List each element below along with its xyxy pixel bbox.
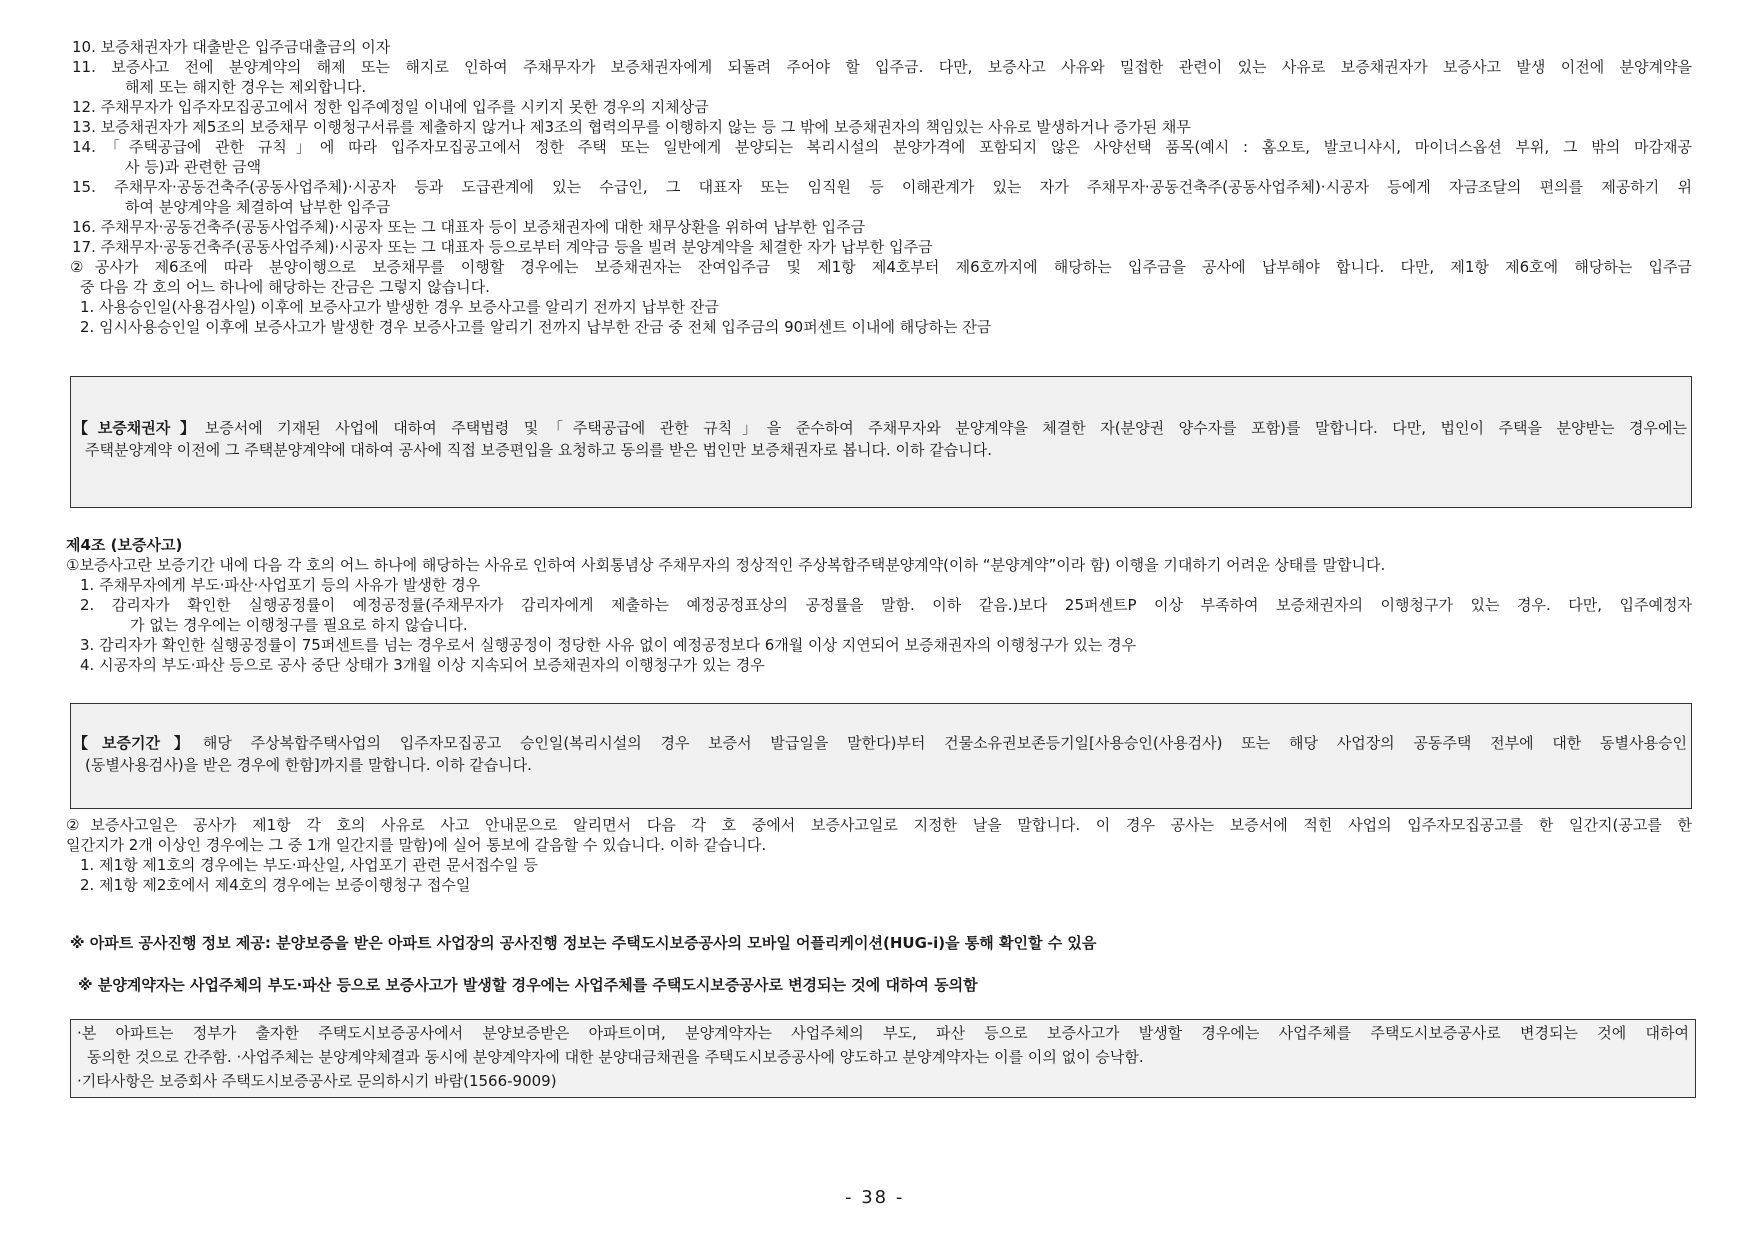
list-item: 11. 보증사고 전에 분양계약의 해제 또는 해지로 인하여 주채무자가 보증채권자에게 되돌려 주어야 할 입주금. 다만, 보증사고 사유와 밀접한 관련이 있는 사유로 보증채권자가 보증사고 발생 이전에 분양계약을 <box>72 58 1692 76</box>
paragraph: ①보증사고란 보증기간 내에 다음 각 호의 어느 하나에 해당하는 사유로 인하여 사회통념상 주채무자의 정상적인 주상복합주택분양계약(이하 “분양계약”이라 함) 이행을 기대하기 어려운 상태를 말합니다. <box>66 556 1386 574</box>
paragraph-continuation: 중 다음 각 호의 어느 하나에 해당하는 잔금은 그렇지 않습니다. <box>80 278 490 296</box>
definition-text: 해당 주상복합주택사업의 입주자모집공고 승인일(복리시설의 경우 보증서 발급일을 말한다)부터 건물소유권보존등기일[사용승인(사용검사) 또는 해당 사업장의 공동주택 전부에 대한 동별사용승인 <box>202 734 1687 752</box>
definition-line: 주택분양계약 이전에 그 주택분양계약에 대하여 공사에 직접 보증편입을 요청하고 동의를 받은 법인만 보증채권자로 봅니다. 이하 같습니다. <box>85 441 992 459</box>
list-item: 15. 주채무자·공동건축주(공동사업주체)·시공자 등과 도급관계에 있는 수급인, 그 대표자 또는 임직원 등 이해관계가 있는 자가 주채무자·공동건축주(공동사업주체)·시공자 등에게 자금조달의 편의를 제공하기 위 <box>72 178 1692 196</box>
list-item: 1. 제1항 제1호의 경우에는 부도·파산일, 사업포기 관련 문서접수일 등 <box>80 856 538 874</box>
list-item: 14.「주택공급에 관한 규칙」에 따라 입주자모집공고에서 정한 주택 또는 일반에게 분양되는 복리시설의 분양가격에 포함되지 않은 사양선택 품목(예시 : 홈오토, 발코니샤시, 마이너스옵션 부위, 그 밖의 마감재공 <box>72 138 1692 156</box>
info-line: ·본 아파트는 정부가 출자한 주택도시보증공사에서 분양보증받은 아파트이며, 분양계약자는 사업주체의 부도, 파산 등으로 보증사고가 발생할 경우에는 사업주체를 주택도시보증공사로 변경되는 것에 대하여 <box>77 1024 1689 1042</box>
list-item: 3. 감리자가 확인한 실행공정률이 75퍼센트를 넘는 경우로서 실행공정이 정당한 사유 없이 예정공정보다 6개월 이상 지연되어 보증채권자의 이행청구가 있는 경우 <box>80 636 1137 654</box>
definition-term: 【보증채권자】 <box>73 419 205 437</box>
list-item: 2. 임시사용승인일 이후에 보증사고가 발생한 경우 보증사고를 알리기 전까지 납부한 잔금 중 전체 입주금의 90퍼센트 이내에 해당하는 잔금 <box>80 318 992 336</box>
notice-construction-info: ※ 아파트 공사진행 정보 제공: 분양보증을 받은 아파트 사업장의 공사진행 정보는 주택도시보증공사의 모바일 어플리케이션(HUG-i)을 통해 확인할 수 있음 <box>70 934 1097 952</box>
list-item: 4. 시공자의 부도·파산 등으로 공사 중단 상태가 3개월 이상 지속되어 보증채권자의 이행청구가 있는 경우 <box>80 656 765 674</box>
definition-line: (동별사용검사)을 받은 경우에 한함]까지를 말합니다. 이하 같습니다. <box>85 756 532 774</box>
definition-box-creditor <box>70 376 1692 508</box>
notice-consent: ※ 분양계약자는 사업주체의 부도·파산 등으로 보증사고가 발생할 경우에는 사업주체를 주택도시보증공사로 변경되는 것에 대하여 동의함 <box>78 976 978 994</box>
list-item: 10. 보증채권자가 대출받은 입주금대출금의 이자 <box>72 38 391 56</box>
list-item: 2. 감리자가 확인한 실행공정률이 예정공정률(주채무자가 감리자에게 제출하는 예정공정표상의 공정률을 말함. 이하 같음.)보다 25퍼센트P 이상 부족하여 보증채권자의 이행청구가 있는 경우. 다만, 입주예정자 <box>80 596 1692 614</box>
definition-line <box>73 418 1687 438</box>
list-item: 16. 주채무자·공동건축주(공동사업주체)·시공자 또는 그 대표자 등이 보증채권자에 대한 채무상환을 위하여 납부한 입주금 <box>72 218 866 236</box>
list-item: 12. 주채무자가 입주자모집공고에서 정한 입주예정일 이내에 입주를 시키지 못한 경우의 지체상금 <box>72 98 709 116</box>
list-item-continuation: 가 없는 경우에는 이행청구를 필요로 하지 않습니다. <box>130 616 468 634</box>
list-item: 1. 주채무자에게 부도·파산·사업포기 등의 사유가 발생한 경우 <box>80 576 481 594</box>
list-item-continuation: 하여 분양계약을 체결하여 납부한 입주금 <box>125 198 391 216</box>
list-item: 13. 보증채권자가 제5조의 보증채무 이행청구서류를 제출하지 않거나 제3조의 협력의무를 이행하지 않는 등 그 밖에 보증채권자의 책임있는 사유로 발생하거나 증가된 채무 <box>72 118 1191 136</box>
list-item: 1. 사용승인일(사용검사일) 이후에 보증사고가 발생한 경우 보증사고를 알리기 전까지 납부한 잔금 <box>80 298 719 316</box>
paragraph: ②보증사고일은 공사가 제1항 각 호의 사유로 사고 안내문으로 알리면서 다음 각 호 중에서 보증사고일로 지정한 날을 말합니다. 이 경우 공사는 보증서에 적힌 사업의 입주자모집공고를 한 일간지(공고를 한 <box>66 816 1692 834</box>
list-item-continuation: 해제 또는 해지한 경우는 제외합니다. <box>125 78 367 96</box>
paragraph-continuation: 일간지가 2개 이상인 경우에는 그 중 1개 일간지를 말함)에 실어 통보에 갈음할 수 있습니다. 이하 같습니다. <box>66 836 767 854</box>
definition-term: 【보증기간】 <box>73 734 203 752</box>
list-item: 2. 제1항 제2호에서 제4호의 경우에는 보증이행청구 접수일 <box>80 876 471 894</box>
info-line: 동의한 것으로 간주함. ·사업주체는 분양계약체결과 동시에 분양계약자에 대한 분양대금채권을 주택도시보증공사에 양도하고 분양계약자는 이를 이의 없이 승낙함. <box>87 1048 1144 1066</box>
paragraph: ②공사가 제6조에 따라 분양이행으로 보증채무를 이행할 경우에는 보증채권자는 잔여입주금 및 제1항 제4호부터 제6호까지에 해당하는 입주금을 공사에 납부해야 합니다. 다만, 제1항 제6호에 해당하는 입주금 <box>70 258 1692 276</box>
info-line: ·기타사항은 보증회사 주택도시보증공사로 문의하시기 바람(1566-9009) <box>77 1072 557 1090</box>
definition-box-period <box>70 703 1692 809</box>
page-number: - 38 - <box>845 1187 905 1208</box>
article-heading: 제4조 (보증사고) <box>66 536 183 554</box>
list-item: 17. 주채무자·공동건축주(공동사업주체)·시공자 또는 그 대표자 등으로부터 계약금 등을 빌려 분양계약을 체결한 자가 납부한 입주금 <box>72 238 933 256</box>
definition-text: 보증서에 기재된 사업에 대하여 주택법령 및「주택공급에 관한 규칙」을 준수하여 주채무자와 분양계약을 체결한 자(분양권 양수자를 포함)를 말합니다. 다만, 법인이 주택을 분양받는 경우에는 <box>204 419 1687 437</box>
definition-line <box>73 733 1687 753</box>
guarantee-info-box <box>70 1019 1696 1098</box>
list-item-continuation: 사 등)과 관련한 금액 <box>125 158 262 176</box>
